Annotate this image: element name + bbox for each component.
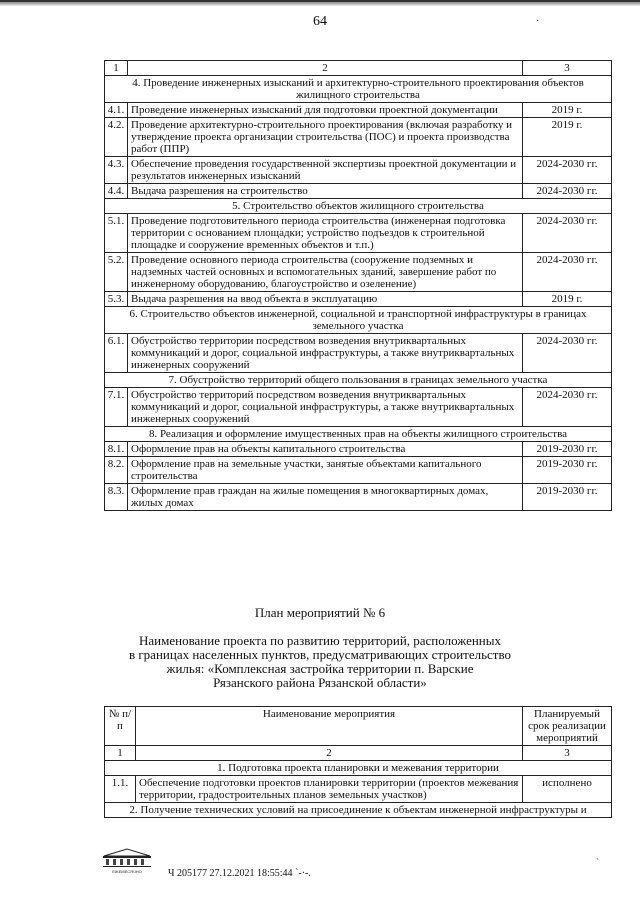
row-deadline: 2019-2030 гг. xyxy=(523,457,612,484)
table-row xyxy=(105,214,612,253)
row-number: 7.1. xyxy=(105,388,128,427)
table-row xyxy=(105,442,612,457)
row-deadline: 2024-2030 гг. xyxy=(523,214,612,253)
section-row xyxy=(105,199,612,214)
table-row xyxy=(105,103,612,118)
section-title: 1. Подготовка проекта планировки и межевания территории xyxy=(105,761,612,776)
column-number: 2 xyxy=(136,746,523,761)
column-number: 1 xyxy=(105,746,136,761)
row-number: 4.1. xyxy=(105,103,128,118)
row-deadline: 2019-2030 гг. xyxy=(523,442,612,457)
row-number: 5.2. xyxy=(105,253,128,292)
row-number: 8.2. xyxy=(105,457,128,484)
header-date: Планируемый срок реализации мероприятий xyxy=(523,707,612,746)
section-row xyxy=(105,427,612,442)
table-row xyxy=(105,776,612,803)
row-deadline: 2019 г. xyxy=(523,103,612,118)
row-activity: Выдача разрешения на строительство xyxy=(128,184,523,199)
project-name-line: Рязанского района Рязанской области» xyxy=(213,675,427,690)
row-deadline: 2024-2030 гг. xyxy=(523,388,612,427)
row-number: 1.1. xyxy=(105,776,136,803)
project-name-line: Наименование проекта по развитию территорий, расположенных xyxy=(139,633,501,648)
row-activity: Выдача разрешения на ввод объекта в эксплуатацию xyxy=(128,292,523,307)
row-activity: Обеспечение проведения государственной экспертизы проектной документации и результатов инженерных изысканий xyxy=(128,157,523,184)
row-deadline: 2019-2030 гг. xyxy=(523,484,612,511)
table-continuation xyxy=(104,60,612,511)
row-activity: Оформление прав граждан на жилые помещения в многоквартирных домах, жилых домах xyxy=(128,484,523,511)
section-title: 7. Обустройство территорий общего пользования в границах земельного участка xyxy=(105,373,612,388)
section-title: 4. Проведение инженерных изысканий и архитектурно-строительного проектирования объектов жилищного строительства xyxy=(105,76,612,103)
header-num: № п/п xyxy=(105,707,136,746)
row-number: 8.1. xyxy=(105,442,128,457)
table-row xyxy=(105,157,612,184)
project-name-line: жилья: «Комплексная застройка территории п. Варские xyxy=(166,661,474,676)
table-row xyxy=(105,118,612,157)
row-deadline: 2024-2030 гг. xyxy=(523,253,612,292)
row-number: 8.3. xyxy=(105,484,128,511)
column-number: 2 xyxy=(128,61,523,76)
scan-mark: ` xyxy=(596,858,600,869)
row-activity: Оформление прав на земельные участки, занятые объектами капитального строительства xyxy=(128,457,523,484)
row-activity: Проведение инженерных изысканий для подготовки проектной документации xyxy=(128,103,523,118)
row-deadline: 2019 г. xyxy=(523,118,612,157)
table-row xyxy=(105,184,612,199)
doc-ref-tail: `-·-. xyxy=(295,868,311,879)
row-number: 5.1. xyxy=(105,214,128,253)
section-title: 5. Строительство объектов жилищного строительства xyxy=(105,199,612,214)
table-row xyxy=(105,484,612,511)
column-number: 3 xyxy=(523,746,612,761)
scan-mark: · xyxy=(536,16,540,27)
project-name-line: в границах населенных пунктов, предусматривающих строительство xyxy=(128,647,512,662)
row-activity: Оформление прав на объекты капитального строительства xyxy=(128,442,523,457)
row-activity: Обеспечение подготовки проектов планировки территории (проектов межевания территории, градостроительных планов земельных участков) xyxy=(136,776,523,803)
row-number: 4.4. xyxy=(105,184,128,199)
table-row xyxy=(105,253,612,292)
section-row xyxy=(105,373,612,388)
row-deadline: исполнено xyxy=(523,776,612,803)
row-activity: Проведение архитектурно-строительного проектирования (включая разработку и утверждение проекта организации строительства (ПОС) и проекта производства работ (ППР) xyxy=(128,118,523,157)
section-row xyxy=(105,803,612,818)
row-deadline: 2019 г. xyxy=(523,292,612,307)
footer-logo xyxy=(100,848,154,874)
row-activity: Проведение подготовительного периода строительства (инженерная подготовка территории с основанием площадки; устройство подъездов к строительной площадке и сооружение временных объектов и т.п.) xyxy=(128,214,523,253)
row-deadline: 2024-2030 гг. xyxy=(523,334,612,373)
row-deadline: 2024-2030 гг. xyxy=(523,184,612,199)
table-row xyxy=(105,334,612,373)
section-row xyxy=(105,761,612,776)
section-row xyxy=(105,76,612,103)
section-title: 6. Строительство объектов инженерной, социальной и транспортной инфраструктуры в границах земельного участка xyxy=(105,307,612,334)
column-number-row xyxy=(105,61,612,76)
row-activity: Обустройство территории посредством возведения внутриквартальных коммуникаций и дорог, социальной инфраструктуры, а также внутриквартальных инженерных сооружений xyxy=(128,334,523,373)
logo-text: ЕЖЕМЕСЯЧНО xyxy=(112,869,142,874)
row-number: 6.1. xyxy=(105,334,128,373)
building-logo-icon xyxy=(100,848,154,874)
row-number: 4.3. xyxy=(105,157,128,184)
footer-doc-ref xyxy=(168,868,311,879)
table-row xyxy=(105,292,612,307)
row-activity: Проведение основного периода строительства (сооружение подземных и надземных частей основных и вспомогательных зданий, завершение работ по инженерному оборудованию, благоустройство и озеленение) xyxy=(128,253,523,292)
section-title: 8. Реализация и оформление имущественных прав на объекты жилищного строительства xyxy=(105,427,612,442)
scan-top-edge xyxy=(0,0,640,6)
section-title: 2. Получение технических условий на присоединение к объектам инженерной инфраструктуры и xyxy=(105,803,612,818)
column-number: 1 xyxy=(105,61,128,76)
header-row xyxy=(105,707,612,746)
table-row xyxy=(105,388,612,427)
table-plan-6 xyxy=(104,706,612,818)
row-activity: Обустройство территорий посредством возведения внутриквартальных коммуникаций и дорог, социальной инфраструктуры, а также внутриквартальных инженерных сооружений xyxy=(128,388,523,427)
row-number: 4.2. xyxy=(105,118,128,157)
plan-title: План мероприятий № 6 xyxy=(254,605,386,620)
table-row xyxy=(105,457,612,484)
row-deadline: 2024-2030 гг. xyxy=(523,157,612,184)
doc-ref-text: Ч 205177 27.12.2021 18:55:44 xyxy=(168,868,293,879)
column-number-row xyxy=(105,746,612,761)
row-number: 5.3. xyxy=(105,292,128,307)
column-number: 3 xyxy=(523,61,612,76)
header-name: Наименование мероприятия xyxy=(136,707,523,746)
page-number: 64 xyxy=(313,14,327,29)
section-row xyxy=(105,307,612,334)
